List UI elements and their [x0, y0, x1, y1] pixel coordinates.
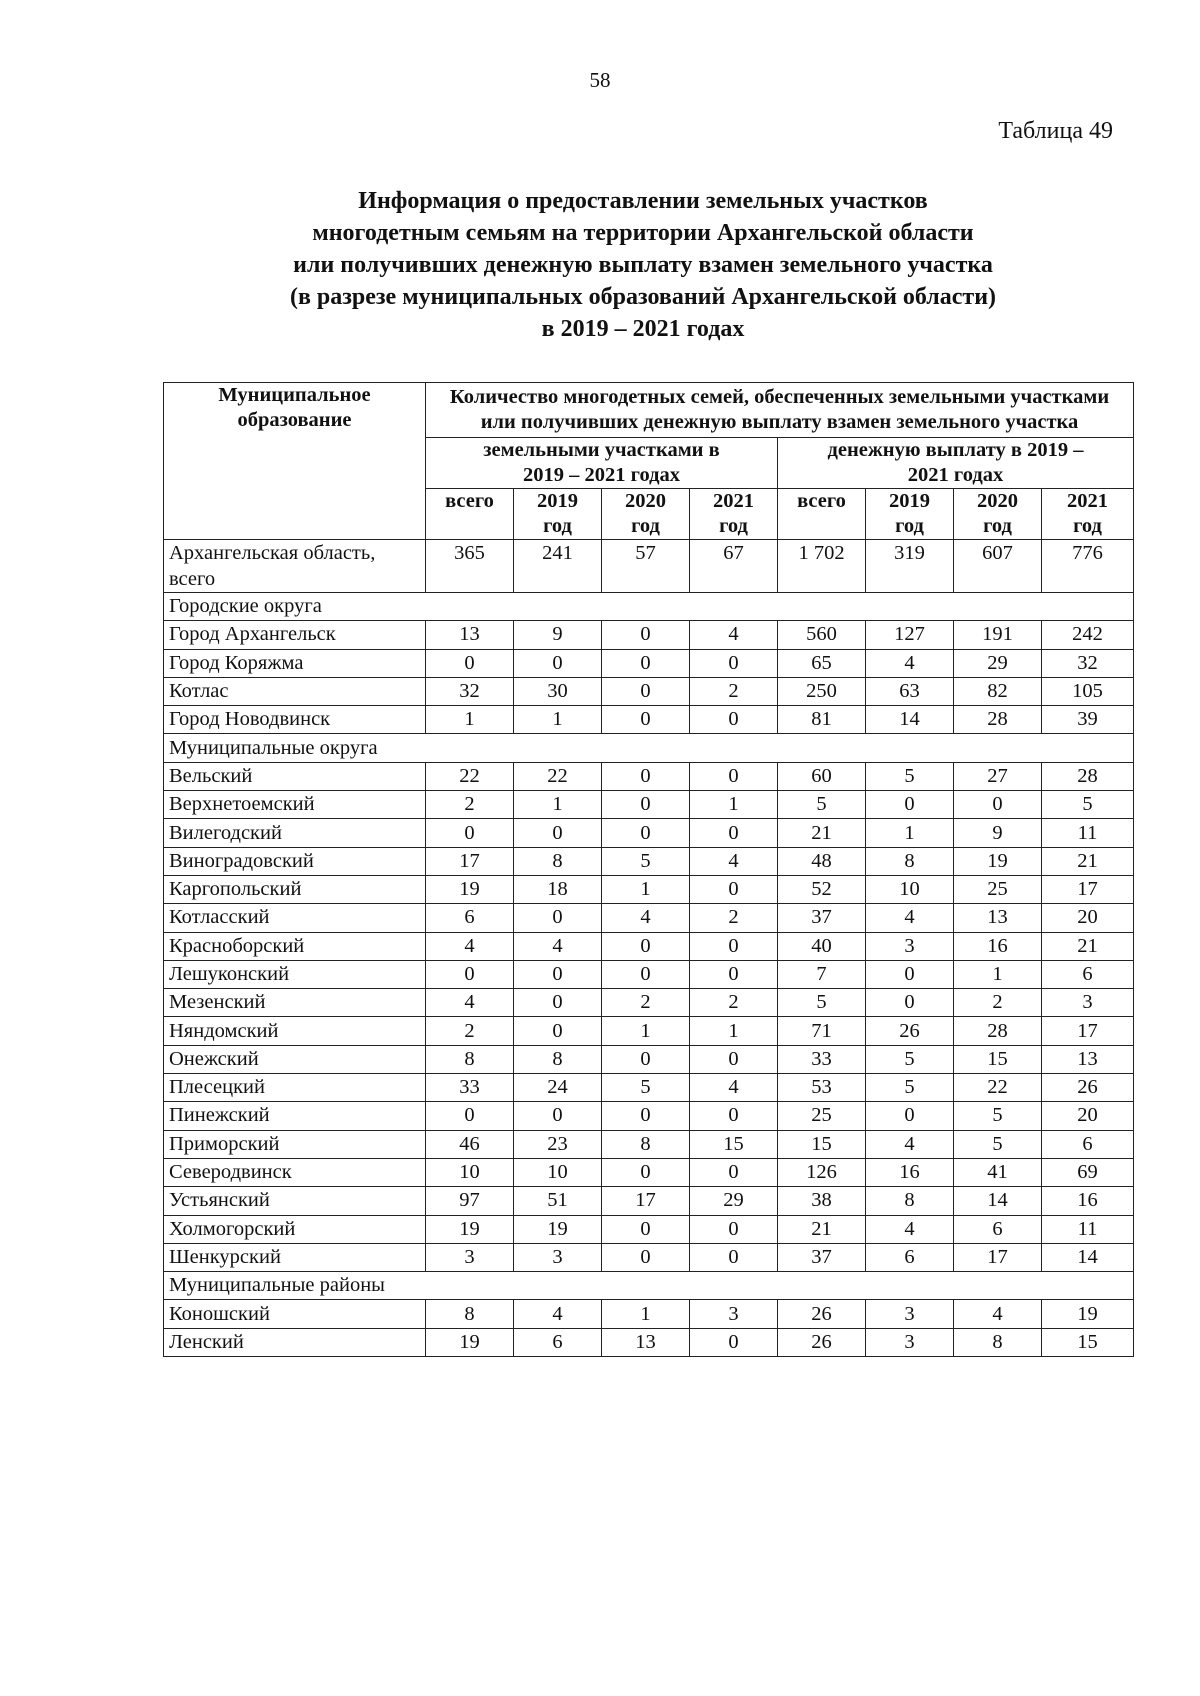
- value-cell: 4: [426, 932, 514, 960]
- header-municipality: Муниципальное образование: [164, 383, 426, 540]
- value-cell: 0: [426, 649, 514, 677]
- value-cell: 0: [602, 677, 690, 705]
- table-row: [164, 1017, 1134, 1045]
- value-cell: 191: [954, 621, 1042, 649]
- sub-header-top: 2021: [1067, 490, 1108, 512]
- value-cell: 0: [602, 1158, 690, 1186]
- title-line: Информация о предоставлении земельных участков: [358, 188, 928, 214]
- table-row: [164, 1300, 1134, 1328]
- value-cell: 6: [866, 1243, 954, 1271]
- table-row: [164, 960, 1134, 988]
- value-cell: 10: [514, 1158, 602, 1186]
- value-cell: 19: [426, 875, 514, 903]
- municipality-name: Ленский: [164, 1328, 426, 1356]
- value-cell: 2: [602, 989, 690, 1017]
- table-row: [164, 932, 1134, 960]
- value-cell: 26: [866, 1017, 954, 1045]
- value-cell: 0: [602, 960, 690, 988]
- value-cell: 26: [778, 1328, 866, 1356]
- value-cell: 0: [514, 649, 602, 677]
- page-number: 58: [589, 68, 611, 92]
- value-cell: 242: [1042, 621, 1134, 649]
- value-cell: 15: [1042, 1328, 1134, 1356]
- document-title: [150, 185, 1136, 345]
- value-cell: 0: [514, 989, 602, 1017]
- value-cell: 2: [690, 989, 778, 1017]
- value-cell: 0: [426, 960, 514, 988]
- value-cell: 241: [514, 540, 602, 593]
- value-cell: 0: [514, 904, 602, 932]
- value-cell: 53: [778, 1074, 866, 1102]
- value-cell: 4: [690, 621, 778, 649]
- value-cell: 8: [866, 1187, 954, 1215]
- value-cell: 8: [514, 847, 602, 875]
- municipality-name: Вилегодский: [164, 819, 426, 847]
- value-cell: 2: [426, 1017, 514, 1045]
- value-cell: 71: [778, 1017, 866, 1045]
- value-cell: 19: [426, 1328, 514, 1356]
- value-cell: 29: [954, 649, 1042, 677]
- municipality-name: Мезенский: [164, 989, 426, 1017]
- section-label: Муниципальные округа: [164, 734, 1134, 762]
- sub-header-top: 2020: [625, 490, 666, 512]
- value-cell: 5: [866, 1074, 954, 1102]
- value-cell: 4: [690, 1074, 778, 1102]
- sub-header-bottom: год: [895, 515, 924, 537]
- value-cell: 69: [1042, 1158, 1134, 1186]
- value-cell: 46: [426, 1130, 514, 1158]
- value-cell: 4: [514, 932, 602, 960]
- value-cell: 0: [690, 649, 778, 677]
- value-cell: 1: [514, 791, 602, 819]
- value-cell: 52: [778, 875, 866, 903]
- value-cell: 8: [866, 847, 954, 875]
- value-cell: 4: [426, 989, 514, 1017]
- value-cell: 0: [690, 1045, 778, 1073]
- value-cell: 2: [426, 791, 514, 819]
- value-cell: 18: [514, 875, 602, 903]
- value-cell: 1: [602, 875, 690, 903]
- value-cell: 365: [426, 540, 514, 593]
- value-cell: 28: [954, 1017, 1042, 1045]
- title-line: многодетным семьям на территории Архангельской области: [312, 220, 974, 246]
- value-cell: 14: [1042, 1243, 1134, 1271]
- value-cell: 0: [690, 1215, 778, 1243]
- value-cell: 4: [954, 1300, 1042, 1328]
- value-cell: 13: [602, 1328, 690, 1356]
- value-cell: 0: [602, 819, 690, 847]
- table-row: [164, 621, 1134, 649]
- value-cell: 0: [514, 1017, 602, 1045]
- table-row: [164, 791, 1134, 819]
- value-cell: 38: [778, 1187, 866, 1215]
- section-row: [164, 734, 1134, 762]
- value-cell: 0: [602, 932, 690, 960]
- value-cell: 9: [514, 621, 602, 649]
- sub-header-bottom: год: [719, 515, 748, 537]
- value-cell: 27: [954, 762, 1042, 790]
- value-cell: 0: [690, 1243, 778, 1271]
- value-cell: 1: [426, 706, 514, 734]
- value-cell: 8: [514, 1045, 602, 1073]
- value-cell: 1: [602, 1017, 690, 1045]
- value-cell: 126: [778, 1158, 866, 1186]
- value-cell: 6: [514, 1328, 602, 1356]
- value-cell: 250: [778, 677, 866, 705]
- value-cell: 5: [866, 1045, 954, 1073]
- value-cell: 4: [602, 904, 690, 932]
- land-plots-table: [163, 382, 1134, 1357]
- table-row: [164, 904, 1134, 932]
- table-row: [164, 819, 1134, 847]
- value-cell: 0: [514, 960, 602, 988]
- value-cell: 29: [690, 1187, 778, 1215]
- value-cell: 37: [778, 1243, 866, 1271]
- value-cell: 0: [426, 819, 514, 847]
- value-cell: 8: [954, 1328, 1042, 1356]
- value-cell: 0: [602, 706, 690, 734]
- value-cell: 319: [866, 540, 954, 593]
- value-cell: 17: [1042, 1017, 1134, 1045]
- municipality-name: Плесецкий: [164, 1074, 426, 1102]
- value-cell: 1: [690, 791, 778, 819]
- value-cell: 17: [602, 1187, 690, 1215]
- value-cell: 2: [690, 904, 778, 932]
- sub-header-bottom: год: [1073, 515, 1102, 537]
- sub-header-top: 2020: [977, 490, 1018, 512]
- value-cell: 607: [954, 540, 1042, 593]
- value-cell: 0: [866, 1102, 954, 1130]
- municipality-name: Котласский: [164, 904, 426, 932]
- table-row: [164, 649, 1134, 677]
- value-cell: 0: [866, 989, 954, 1017]
- value-cell: 1: [690, 1017, 778, 1045]
- value-cell: 22: [514, 762, 602, 790]
- sub-header-cell: [690, 489, 778, 540]
- value-cell: 63: [866, 677, 954, 705]
- value-cell: 30: [514, 677, 602, 705]
- municipality-name: Город Архангельск: [164, 621, 426, 649]
- value-cell: 20: [1042, 904, 1134, 932]
- municipality-name: Холмогорский: [164, 1215, 426, 1243]
- value-cell: 17: [954, 1243, 1042, 1271]
- value-cell: 4: [866, 649, 954, 677]
- value-cell: 25: [954, 875, 1042, 903]
- value-cell: 560: [778, 621, 866, 649]
- value-cell: 28: [954, 706, 1042, 734]
- value-cell: 4: [690, 847, 778, 875]
- value-cell: 0: [954, 791, 1042, 819]
- value-cell: 9: [954, 819, 1042, 847]
- value-cell: 16: [954, 932, 1042, 960]
- value-cell: 8: [426, 1045, 514, 1073]
- value-cell: 21: [1042, 932, 1134, 960]
- value-cell: 23: [514, 1130, 602, 1158]
- section-label: Городские округа: [164, 593, 1134, 621]
- value-cell: 11: [1042, 819, 1134, 847]
- value-cell: 8: [426, 1300, 514, 1328]
- municipality-name: Няндомский: [164, 1017, 426, 1045]
- municipality-name: Онежский: [164, 1045, 426, 1073]
- title-line: или получивших денежную выплату взамен земельного участка: [293, 252, 993, 278]
- value-cell: 65: [778, 649, 866, 677]
- value-cell: 0: [690, 1102, 778, 1130]
- municipality-name: Вельский: [164, 762, 426, 790]
- value-cell: 127: [866, 621, 954, 649]
- value-cell: 81: [778, 706, 866, 734]
- value-cell: 0: [690, 1158, 778, 1186]
- sub-header-bottom: год: [543, 515, 572, 537]
- sub-header-top: всего: [797, 490, 846, 512]
- value-cell: 37: [778, 904, 866, 932]
- value-cell: 5: [954, 1130, 1042, 1158]
- value-cell: 3: [690, 1300, 778, 1328]
- value-cell: 0: [602, 1243, 690, 1271]
- municipality-name: Коношский: [164, 1300, 426, 1328]
- value-cell: 0: [514, 1102, 602, 1130]
- header-group-land: земельными участками в 2019 – 2021 годах: [426, 438, 778, 489]
- value-cell: 2: [690, 677, 778, 705]
- table-row: [164, 989, 1134, 1017]
- value-cell: 60: [778, 762, 866, 790]
- table-row: [164, 1130, 1134, 1158]
- value-cell: 1: [954, 960, 1042, 988]
- sub-header-top: 2021: [713, 490, 754, 512]
- title-line: в 2019 – 2021 годах: [541, 316, 745, 342]
- value-cell: 6: [1042, 1130, 1134, 1158]
- sub-header-top: всего: [445, 490, 494, 512]
- value-cell: 51: [514, 1187, 602, 1215]
- sub-header-top: 2019: [889, 490, 930, 512]
- table-row: [164, 677, 1134, 705]
- sub-header-bottom: год: [983, 515, 1012, 537]
- value-cell: 2: [954, 989, 1042, 1017]
- table-row: [164, 1187, 1134, 1215]
- value-cell: 3: [1042, 989, 1134, 1017]
- value-cell: 33: [778, 1045, 866, 1073]
- value-cell: 39: [1042, 706, 1134, 734]
- value-cell: 10: [866, 875, 954, 903]
- table-row: [164, 1215, 1134, 1243]
- value-cell: 5: [778, 989, 866, 1017]
- header-group-money: денежную выплату в 2019 – 2021 годах: [778, 438, 1134, 489]
- value-cell: 13: [426, 621, 514, 649]
- value-cell: 15: [778, 1130, 866, 1158]
- sub-header-cell: [1042, 489, 1134, 540]
- table-row: [164, 1243, 1134, 1271]
- value-cell: 11: [1042, 1215, 1134, 1243]
- value-cell: 0: [690, 875, 778, 903]
- table-row: [164, 1045, 1134, 1073]
- table-row: [164, 1328, 1134, 1356]
- value-cell: 22: [426, 762, 514, 790]
- value-cell: 0: [866, 791, 954, 819]
- value-cell: 21: [778, 819, 866, 847]
- municipality-name: Виноградовский: [164, 847, 426, 875]
- value-cell: 0: [602, 762, 690, 790]
- municipality-name: Пинежский: [164, 1102, 426, 1130]
- value-cell: 0: [690, 706, 778, 734]
- section-row: [164, 593, 1134, 621]
- value-cell: 48: [778, 847, 866, 875]
- value-cell: 4: [866, 904, 954, 932]
- value-cell: 3: [426, 1243, 514, 1271]
- value-cell: 0: [602, 621, 690, 649]
- value-cell: 0: [602, 649, 690, 677]
- section-row: [164, 1272, 1134, 1300]
- value-cell: 3: [866, 932, 954, 960]
- value-cell: 0: [602, 1215, 690, 1243]
- municipality-name: Котлас: [164, 677, 426, 705]
- sub-header-cell: [514, 489, 602, 540]
- value-cell: 17: [426, 847, 514, 875]
- table-row: [164, 875, 1134, 903]
- value-cell: 4: [866, 1215, 954, 1243]
- value-cell: 17: [1042, 875, 1134, 903]
- value-cell: 19: [954, 847, 1042, 875]
- value-cell: 5: [602, 847, 690, 875]
- table-row: [164, 706, 1134, 734]
- value-cell: 10: [426, 1158, 514, 1186]
- value-cell: 21: [1042, 847, 1134, 875]
- value-cell: 16: [866, 1158, 954, 1186]
- value-cell: 21: [778, 1215, 866, 1243]
- value-cell: 28: [1042, 762, 1134, 790]
- municipality-name: Город Новодвинск: [164, 706, 426, 734]
- value-cell: 3: [514, 1243, 602, 1271]
- value-cell: 67: [690, 540, 778, 593]
- value-cell: 26: [778, 1300, 866, 1328]
- value-cell: 0: [690, 932, 778, 960]
- value-cell: 5: [778, 791, 866, 819]
- value-cell: 5: [602, 1074, 690, 1102]
- header-count: Количество многодетных семей, обеспеченных земельными участками или получивших денежную выплату взамен земельного участка: [426, 383, 1134, 438]
- sub-header-cell: [602, 489, 690, 540]
- table-row: [164, 1074, 1134, 1102]
- value-cell: 4: [514, 1300, 602, 1328]
- value-cell: 19: [1042, 1300, 1134, 1328]
- sub-header-top: 2019: [537, 490, 578, 512]
- value-cell: 776: [1042, 540, 1134, 593]
- value-cell: 32: [426, 677, 514, 705]
- value-cell: 15: [954, 1045, 1042, 1073]
- sub-header-cell: [954, 489, 1042, 540]
- value-cell: 32: [1042, 649, 1134, 677]
- municipality-name: Северодвинск: [164, 1158, 426, 1186]
- value-cell: 0: [690, 960, 778, 988]
- value-cell: 41: [954, 1158, 1042, 1186]
- value-cell: 6: [1042, 960, 1134, 988]
- municipality-name: Город Коряжма: [164, 649, 426, 677]
- municipality-name: Лешуконский: [164, 960, 426, 988]
- value-cell: 22: [954, 1074, 1042, 1102]
- value-cell: 5: [1042, 791, 1134, 819]
- value-cell: 14: [954, 1187, 1042, 1215]
- value-cell: 0: [602, 1045, 690, 1073]
- value-cell: 0: [514, 819, 602, 847]
- value-cell: 19: [426, 1215, 514, 1243]
- value-cell: 24: [514, 1074, 602, 1102]
- value-cell: 0: [690, 762, 778, 790]
- sub-header-cell: [778, 489, 866, 540]
- table-row: [164, 762, 1134, 790]
- municipality-name: Приморский: [164, 1130, 426, 1158]
- value-cell: 20: [1042, 1102, 1134, 1130]
- value-cell: 1: [602, 1300, 690, 1328]
- value-cell: 25: [778, 1102, 866, 1130]
- value-cell: 19: [514, 1215, 602, 1243]
- sub-header-cell: [426, 489, 514, 540]
- value-cell: 14: [866, 706, 954, 734]
- table-row: [164, 1102, 1134, 1130]
- value-cell: 57: [602, 540, 690, 593]
- value-cell: 6: [426, 904, 514, 932]
- value-cell: 1 702: [778, 540, 866, 593]
- value-cell: 0: [690, 1328, 778, 1356]
- value-cell: 5: [954, 1102, 1042, 1130]
- sub-header-bottom: год: [631, 515, 660, 537]
- municipality-name: Архангельская область, всего: [164, 540, 426, 593]
- municipality-name: Шенкурский: [164, 1243, 426, 1271]
- value-cell: 15: [690, 1130, 778, 1158]
- value-cell: 0: [690, 819, 778, 847]
- value-cell: 0: [866, 960, 954, 988]
- value-cell: 6: [954, 1215, 1042, 1243]
- value-cell: 13: [954, 904, 1042, 932]
- value-cell: 0: [602, 1102, 690, 1130]
- title-line: (в разрезе муниципальных образований Архангельской области): [289, 284, 997, 310]
- section-label: Муниципальные районы: [164, 1272, 1134, 1300]
- table-row: [164, 847, 1134, 875]
- value-cell: 0: [602, 791, 690, 819]
- value-cell: 105: [1042, 677, 1134, 705]
- value-cell: 4: [866, 1130, 954, 1158]
- value-cell: 8: [602, 1130, 690, 1158]
- table-row: [164, 1158, 1134, 1186]
- value-cell: 0: [426, 1102, 514, 1130]
- value-cell: 3: [866, 1300, 954, 1328]
- value-cell: 26: [1042, 1074, 1134, 1102]
- value-cell: 5: [866, 762, 954, 790]
- sub-header-cell: [866, 489, 954, 540]
- value-cell: 40: [778, 932, 866, 960]
- value-cell: 33: [426, 1074, 514, 1102]
- value-cell: 97: [426, 1187, 514, 1215]
- value-cell: 13: [1042, 1045, 1134, 1073]
- value-cell: 3: [866, 1328, 954, 1356]
- value-cell: 1: [514, 706, 602, 734]
- table-label: Таблица 49: [998, 118, 1113, 144]
- municipality-name: Верхнетоемский: [164, 791, 426, 819]
- municipality-name: Устьянский: [164, 1187, 426, 1215]
- value-cell: 7: [778, 960, 866, 988]
- municipality-name: Каргопольский: [164, 875, 426, 903]
- municipality-name: Красноборский: [164, 932, 426, 960]
- value-cell: 16: [1042, 1187, 1134, 1215]
- value-cell: 82: [954, 677, 1042, 705]
- table-body: [164, 540, 1134, 1357]
- total-row: [164, 540, 1134, 593]
- value-cell: 1: [866, 819, 954, 847]
